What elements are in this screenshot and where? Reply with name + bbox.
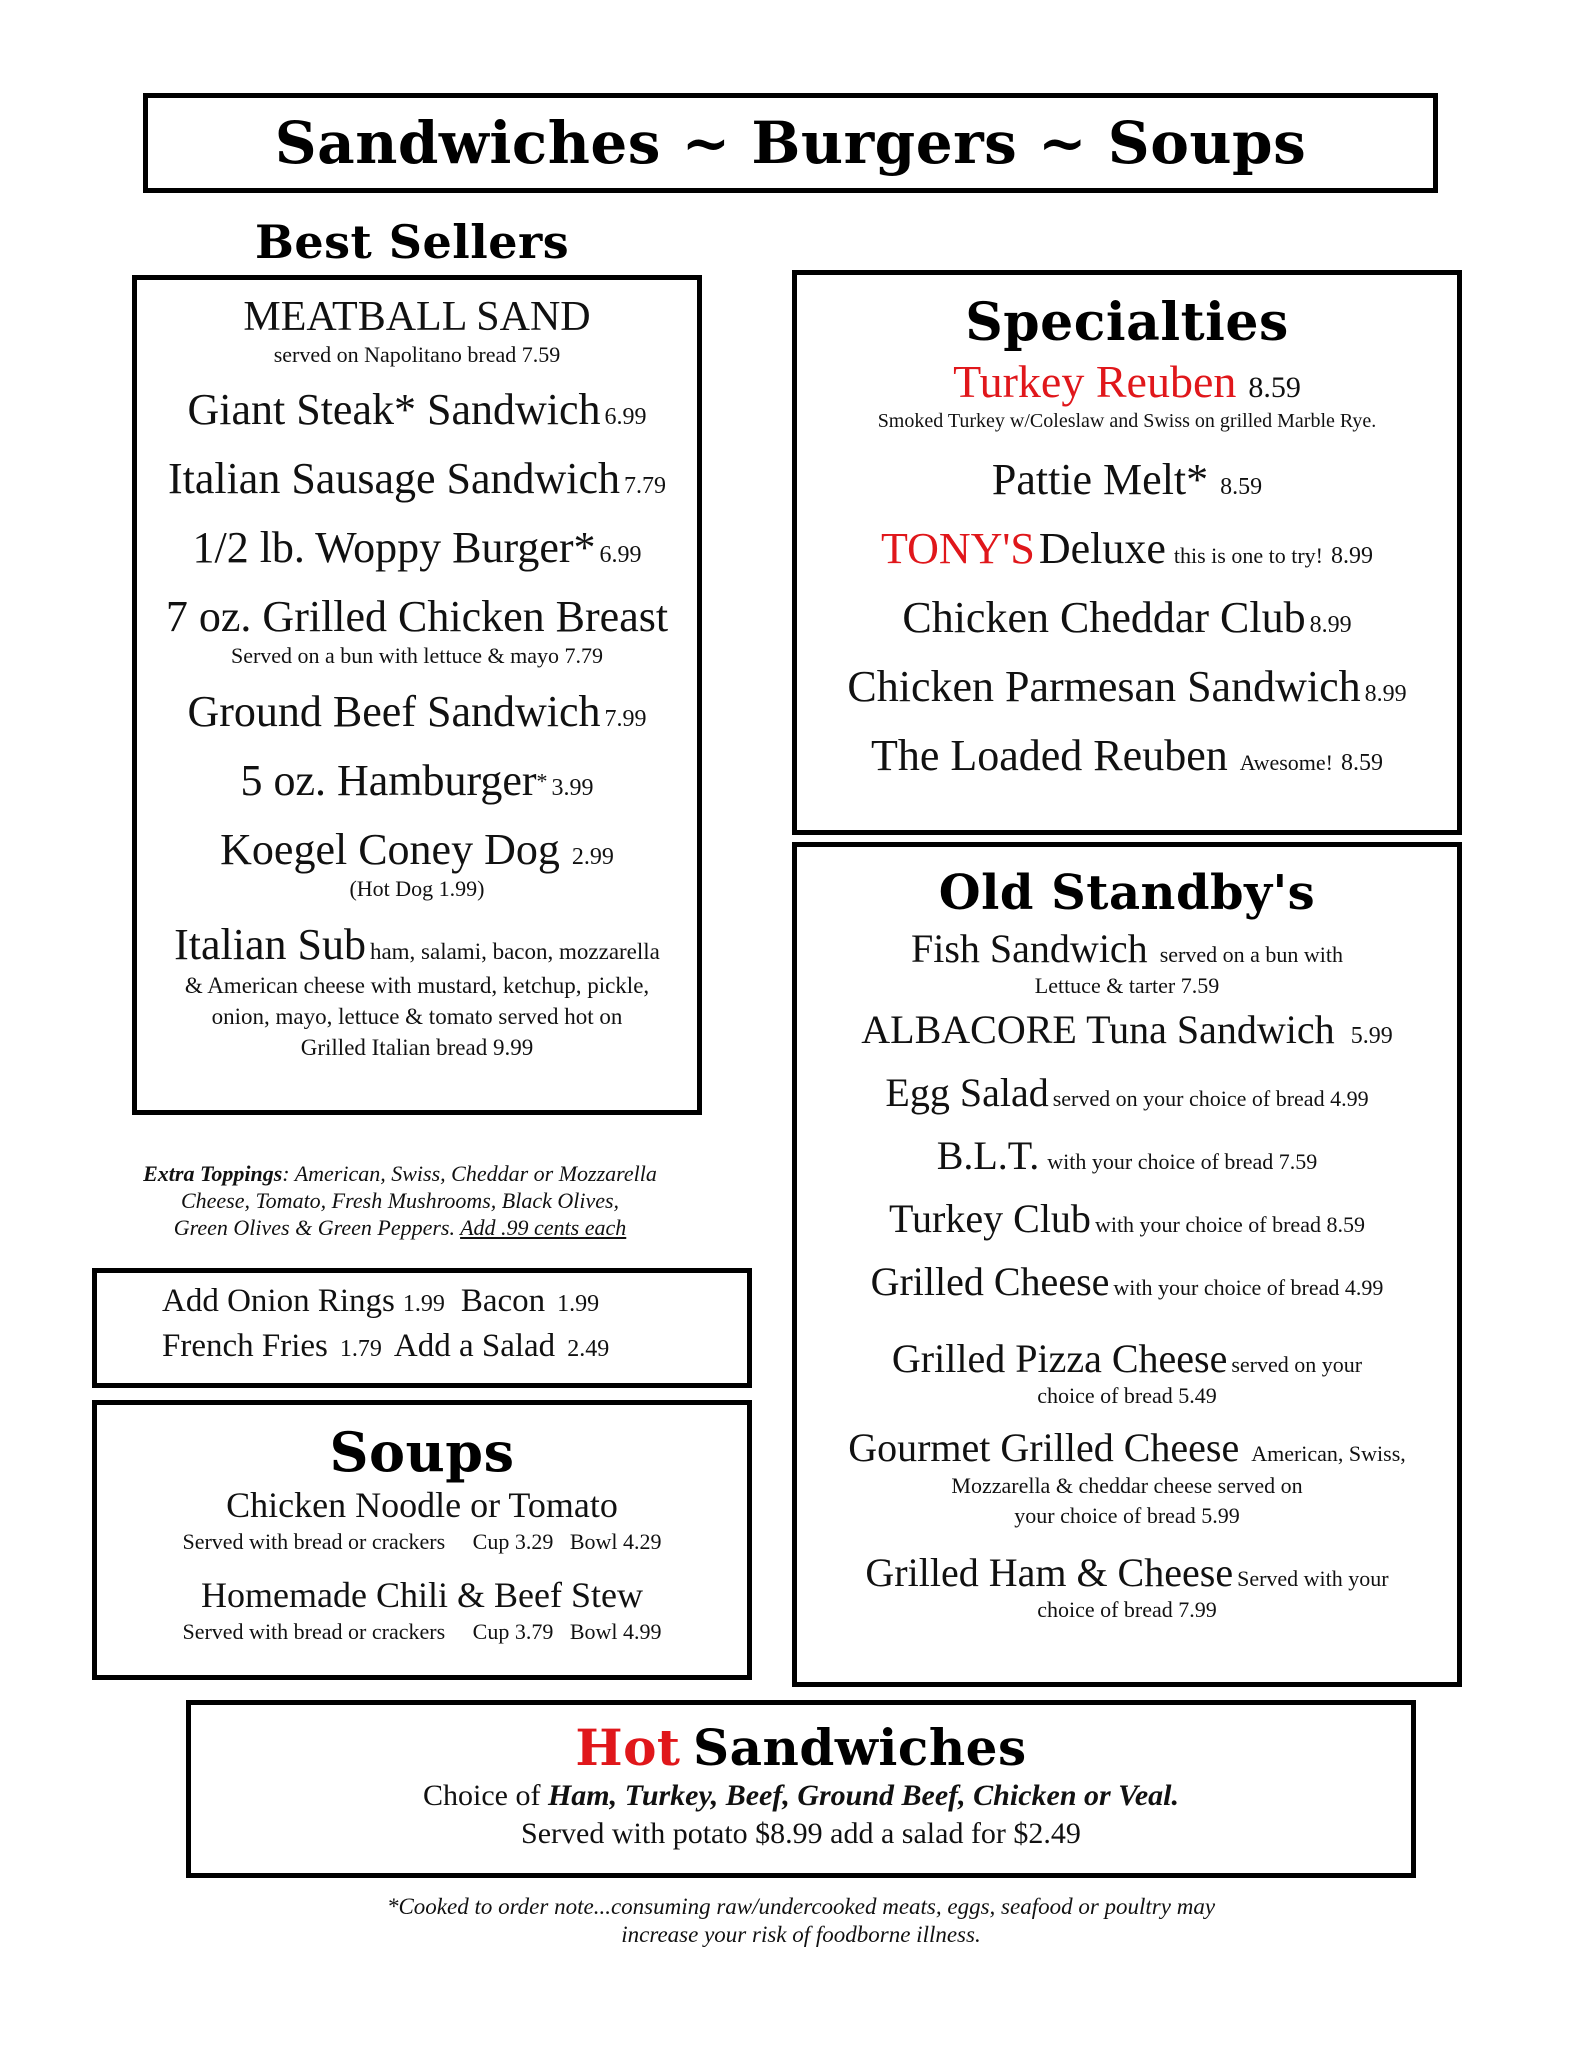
- menu-item-name: The Loaded Reuben: [870, 731, 1228, 780]
- menu-item: [797, 730, 1457, 781]
- addon-price: 1.79: [339, 1336, 382, 1362]
- hot-word: Hot: [575, 1718, 681, 1777]
- menu-item-price: 8.99: [1330, 543, 1373, 569]
- menu-item-price: 8.99: [1309, 612, 1352, 638]
- menu-item-note: & American cheese with mustard, ketchup, pickle,: [184, 973, 650, 998]
- menu-item: [797, 925, 1457, 972]
- choice-items: Ham, Turkey, Beef, Ground Beef, Chicken or Veal.: [547, 1779, 1180, 1812]
- soup-details: [97, 1617, 747, 1647]
- menu-item-note: Mozzarella & cheddar cheese served on: [951, 1473, 1303, 1498]
- addon-name: French Fries: [162, 1328, 328, 1364]
- menu-item-name: Egg Salad: [885, 1070, 1049, 1115]
- hot-sandwiches-price: Served with potato $8.99 add a salad for $2.49: [521, 1817, 1081, 1850]
- addons-box: [92, 1268, 752, 1388]
- menu-item-note: with your choice of bread 7.59: [1047, 1149, 1318, 1174]
- standbys-heading: Old Standby's: [938, 865, 1316, 921]
- menu-item: [797, 1424, 1457, 1471]
- menu-item-note: Lettuce & tarter 7.59: [1034, 973, 1220, 998]
- footnote: [186, 1893, 1416, 1949]
- sandwiches-word: Sandwiches: [693, 1718, 1027, 1777]
- page-title: Sandwiches ~ Burgers ~ Soups: [274, 109, 1307, 177]
- menu-item-note: American, Swiss,: [1251, 1441, 1406, 1466]
- menu-item-name: B.L.T.: [936, 1133, 1040, 1178]
- specialties-box: [792, 270, 1462, 835]
- hot-sandwiches-choices: [191, 1777, 1411, 1815]
- menu-item: [137, 686, 697, 737]
- menu-item-name: Chicken Parmesan Sandwich: [847, 662, 1361, 711]
- extra-toppings: [90, 1160, 710, 1241]
- menu-item-name: Giant Steak* Sandwich: [187, 385, 601, 434]
- header-box: [143, 93, 1438, 193]
- menu-item-name: Deluxe: [1038, 524, 1166, 573]
- menu-item: [137, 755, 697, 806]
- menu-item: [797, 592, 1457, 643]
- menu-item-name: Ground Beef Sandwich: [187, 687, 601, 736]
- menu-item-note: Awesome!: [1239, 750, 1334, 775]
- menu-item: [797, 454, 1457, 505]
- menu-item: [797, 1195, 1457, 1242]
- addon-price: 2.49: [567, 1336, 610, 1362]
- menu-item-name: Gourmet Grilled Cheese: [848, 1425, 1240, 1470]
- menu-item-italian-sub: [137, 919, 697, 970]
- footnote-line: *Cooked to order note...consuming raw/undercooked meats, eggs, seafood or poultry may: [386, 1894, 1216, 1919]
- menu-item-name: Grilled Cheese: [870, 1259, 1110, 1304]
- menu-item-note: onion, mayo, lettuce & tomato served hot on: [211, 1004, 623, 1029]
- best-sellers-heading: Best Sellers: [255, 215, 570, 269]
- menu-item-price: 8.59: [1220, 474, 1263, 500]
- soups-heading: Soups: [329, 1420, 515, 1484]
- menu-item-name: 5 oz. Hamburger: [240, 756, 537, 805]
- menu-item-name: Turkey Club: [889, 1196, 1091, 1241]
- menu-item-name: Italian Sub: [174, 920, 366, 969]
- menu-item-meatball: MEATBALL SAND: [243, 294, 591, 340]
- menu-item: [137, 453, 697, 504]
- menu-item: [797, 1258, 1457, 1305]
- menu-item-name: Grilled Pizza Cheese: [891, 1336, 1228, 1381]
- menu-item-star: *: [536, 768, 548, 794]
- menu-item: [797, 1549, 1457, 1596]
- menu-item: [137, 824, 697, 875]
- menu-item-price: 8.59: [1248, 371, 1301, 404]
- menu-item-name: 1/2 lb. Woppy Burger*: [192, 523, 596, 572]
- soup-details: [97, 1527, 747, 1557]
- extra-toppings-price: Add .99 cents each: [460, 1215, 627, 1240]
- addon-name: Add Onion Rings: [162, 1283, 395, 1319]
- addon-name: Add a Salad: [393, 1328, 556, 1364]
- extra-toppings-text: : American, Swiss, Cheddar or Mozzarella: [282, 1161, 657, 1186]
- menu-item-price: 5.99: [1350, 1023, 1393, 1049]
- menu-item-name: Pattie Melt*: [991, 455, 1209, 504]
- menu-item-price: 7.79: [624, 473, 667, 499]
- menu-item-note: Served with your: [1237, 1566, 1389, 1591]
- menu-item-name: Chicken Cheddar Club: [902, 593, 1306, 642]
- menu-item-note: (Hot Dog 1.99): [349, 876, 485, 901]
- soup-bowl-price: Bowl 4.99: [569, 1619, 662, 1644]
- soup-note: Served with bread or crackers: [182, 1619, 446, 1644]
- addon-price: 1.99: [402, 1291, 445, 1317]
- menu-item-note: with your choice of bread 4.99: [1113, 1275, 1384, 1300]
- menu-item-name: Grilled Ham & Cheese: [865, 1550, 1234, 1595]
- best-sellers-box: [132, 275, 702, 1115]
- menu-item: [797, 355, 1457, 408]
- menu-item-note: Smoked Turkey w/Coleslaw and Swiss on grilled Marble Rye.: [877, 410, 1377, 432]
- soup-cup-price: Cup 3.79: [472, 1619, 554, 1644]
- soup-name: Homemade Chili & Beef Stew: [201, 1575, 643, 1615]
- menu-item-note: served on a bun with: [1159, 942, 1343, 967]
- footnote-line: increase your risk of foodborne illness.: [621, 1922, 981, 1947]
- menu-item: [137, 384, 697, 435]
- soup-cup-price: Cup 3.29: [472, 1529, 554, 1554]
- hot-sandwiches-heading: [191, 1719, 1411, 1777]
- soup-note: Served with bread or crackers: [182, 1529, 446, 1554]
- menu-item: [797, 1335, 1457, 1382]
- menu-item: [797, 661, 1457, 712]
- menu-item-price: 6.99: [604, 404, 647, 430]
- menu-item-note: served on your choice of bread 4.99: [1052, 1086, 1369, 1111]
- standbys-box: [792, 842, 1462, 1687]
- menu-item-name: 7 oz. Grilled Chicken Breast: [165, 592, 669, 641]
- menu-item: [797, 1132, 1457, 1179]
- menu-item-note: this is one to try!: [1173, 543, 1323, 568]
- menu-item: [797, 1069, 1457, 1116]
- menu-item-note: ham, salami, bacon, mozzarella: [369, 939, 660, 964]
- menu-item-price: 8.59: [1341, 750, 1384, 776]
- menu-item-note: served on Napolitano bread 7.59: [273, 342, 561, 367]
- menu-item-note: Grilled Italian bread 9.99: [300, 1035, 534, 1060]
- menu-item-price: 6.99: [599, 542, 642, 568]
- menu-item-note: choice of bread 5.49: [1037, 1383, 1217, 1408]
- menu-item-name: Koegel Coney Dog: [220, 825, 560, 874]
- extra-toppings-label: Extra Toppings: [143, 1161, 283, 1186]
- menu-item-note: with your choice of bread 8.59: [1094, 1212, 1365, 1237]
- menu-item-name: Turkey Reuben: [953, 356, 1237, 407]
- addon-price: 1.99: [557, 1291, 600, 1317]
- hot-sandwiches-box: [186, 1700, 1416, 1878]
- menu-item-name: ALBACORE Tuna Sandwich: [861, 1007, 1335, 1052]
- extra-toppings-text: Green Olives & Green Peppers.: [173, 1215, 461, 1240]
- soups-box: [92, 1400, 752, 1680]
- extra-toppings-text: Cheese, Tomato, Fresh Mushrooms, Black Olives,: [180, 1188, 620, 1213]
- soup-bowl-price: Bowl 4.29: [569, 1529, 662, 1554]
- menu-item-price: 3.99: [551, 775, 594, 801]
- menu-item: [797, 523, 1457, 574]
- menu-item-name: Italian Sausage Sandwich: [167, 454, 621, 503]
- menu-item-note: served on your: [1231, 1352, 1363, 1377]
- menu-item: [137, 522, 697, 573]
- menu-item-brand: TONY'S: [881, 524, 1035, 573]
- addon-name: Bacon: [460, 1283, 546, 1319]
- choice-label: Choice of: [422, 1779, 548, 1812]
- menu-item-price: 7.99: [604, 706, 647, 732]
- soup-name: Chicken Noodle or Tomato: [226, 1485, 618, 1525]
- menu-item-note: choice of bread 7.99: [1037, 1597, 1217, 1622]
- menu-item-note: your choice of bread 5.99: [1014, 1503, 1240, 1528]
- menu-item-price: 2.99: [571, 844, 614, 870]
- menu-item-price: 8.99: [1364, 681, 1407, 707]
- menu-item-name: Fish Sandwich: [911, 926, 1148, 971]
- specialties-heading: Specialties: [965, 292, 1289, 353]
- menu-item: [797, 1006, 1457, 1053]
- menu-item-note: Served on a bun with lettuce & mayo 7.79: [230, 643, 604, 668]
- menu-item: [137, 591, 697, 642]
